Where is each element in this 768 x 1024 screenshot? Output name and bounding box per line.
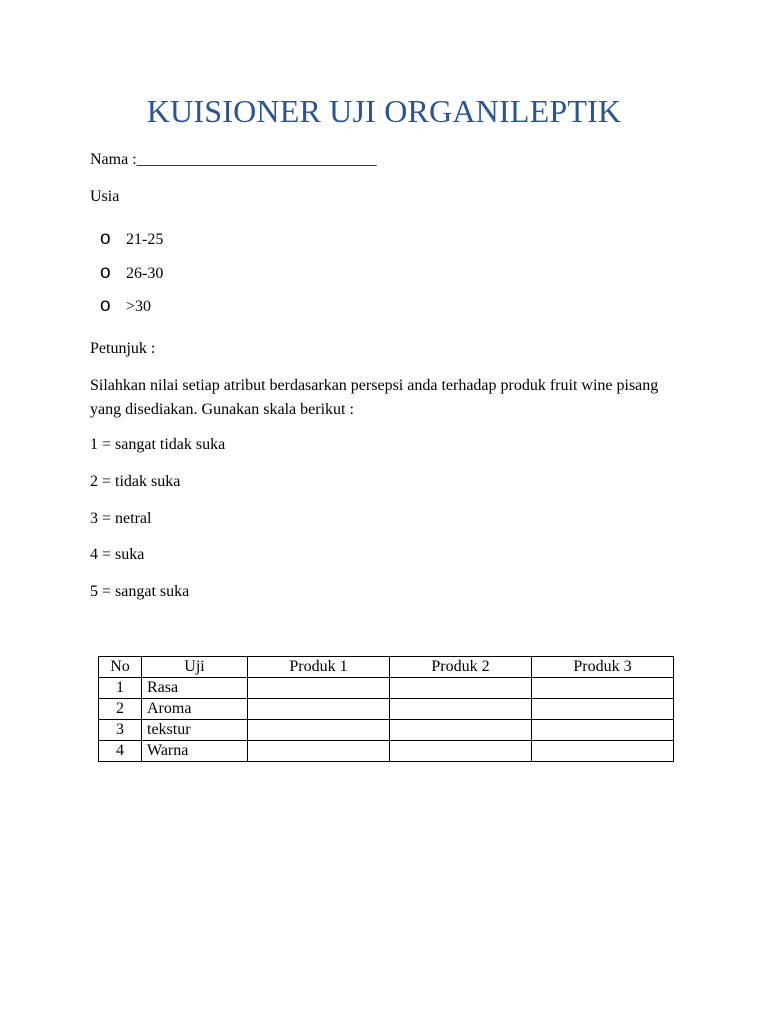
- row-attribute: tekstur: [142, 720, 248, 741]
- row-attribute: Rasa: [142, 678, 248, 699]
- age-option-label: 26-30: [126, 265, 164, 282]
- radio-bullet-icon[interactable]: o: [100, 228, 111, 249]
- scale-item-4: 4 = suka: [90, 546, 145, 563]
- age-option-21-25[interactable]: [100, 228, 163, 250]
- age-option-label: 21-25: [126, 231, 164, 248]
- scale-item-2: 2 = tidak suka: [90, 473, 181, 490]
- rating-cell-produk-1[interactable]: [248, 720, 390, 741]
- age-option-26-30[interactable]: [100, 262, 163, 284]
- header-no: No: [99, 657, 142, 678]
- header-produk-3: Produk 3: [532, 657, 674, 678]
- row-attribute: Aroma: [142, 699, 248, 720]
- rating-cell-produk-3[interactable]: [532, 720, 674, 741]
- name-field-line: Nama :______________________________: [90, 151, 377, 168]
- radio-bullet-icon[interactable]: o: [100, 295, 111, 316]
- rating-cell-produk-1[interactable]: [248, 678, 390, 699]
- rating-cell-produk-2[interactable]: [390, 741, 532, 762]
- rating-cell-produk-3[interactable]: [532, 741, 674, 762]
- header-produk-2: Produk 2: [390, 657, 532, 678]
- rating-cell-produk-1[interactable]: [248, 699, 390, 720]
- rating-cell-produk-3[interactable]: [532, 678, 674, 699]
- row-number: 2: [99, 699, 142, 720]
- row-number: 1: [99, 678, 142, 699]
- table-row: [99, 720, 674, 741]
- row-number: 4: [99, 741, 142, 762]
- page-title: KUISIONER UJI ORGANILEPTIK: [146, 93, 622, 129]
- rating-cell-produk-2[interactable]: [390, 699, 532, 720]
- rating-cell-produk-3[interactable]: [532, 699, 674, 720]
- rating-cell-produk-2[interactable]: [390, 678, 532, 699]
- table-row: [99, 741, 674, 762]
- scale-item-3: 3 = netral: [90, 510, 152, 527]
- rating-table: [98, 656, 674, 762]
- age-option-over-30[interactable]: [100, 295, 151, 317]
- instructions-heading: Petunjuk :: [90, 340, 156, 357]
- row-number: 3: [99, 720, 142, 741]
- table-header-row: [99, 657, 674, 678]
- header-produk-1: Produk 1: [248, 657, 390, 678]
- radio-bullet-icon[interactable]: o: [100, 262, 111, 283]
- rating-cell-produk-2[interactable]: [390, 720, 532, 741]
- age-label: Usia: [90, 188, 120, 205]
- row-attribute: Warna: [142, 741, 248, 762]
- age-option-label: >30: [126, 298, 152, 315]
- instructions-paragraph: Silahkan nilai setiap atribut berdasarkan persepsi anda terhadap produk fruit wine pisang yang disediakan. Gunakan skala berikut :: [90, 377, 659, 418]
- table-row: [99, 699, 674, 720]
- rating-cell-produk-1[interactable]: [248, 741, 390, 762]
- table-row: [99, 678, 674, 699]
- scale-item-5: 5 = sangat suka: [90, 583, 190, 600]
- scale-item-1: 1 = sangat tidak suka: [90, 436, 226, 453]
- header-uji: Uji: [142, 657, 248, 678]
